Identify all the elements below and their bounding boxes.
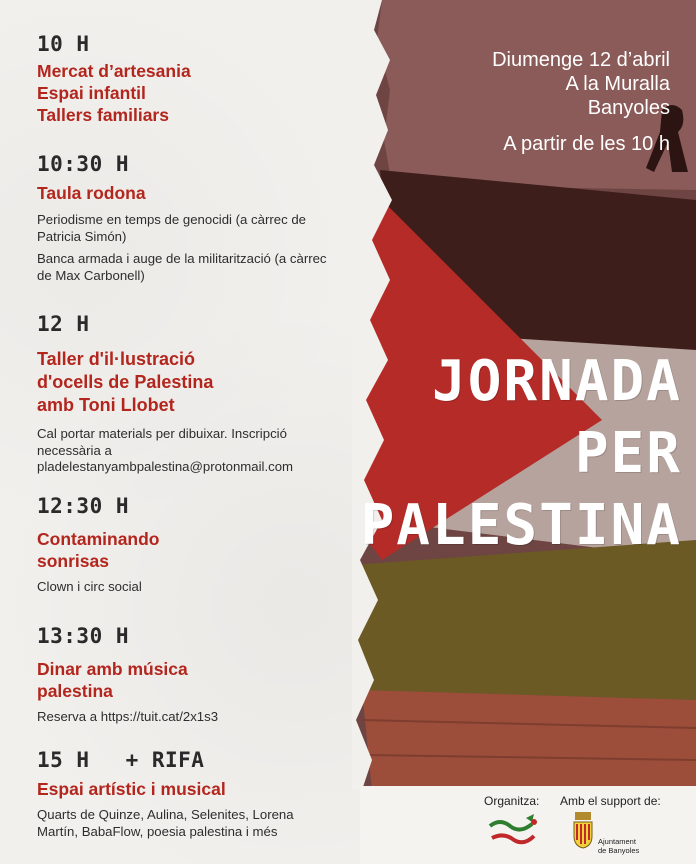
slot-desc: Cal portar materials per dibuixar. Inscripció necessària a pladelestanyambpalestina@protonmail.com [37, 426, 294, 474]
schedule-slot [37, 152, 337, 284]
crest-icon [572, 810, 594, 850]
organizer-logo-icon [486, 812, 542, 856]
slot-desc: Clown i circ social [37, 579, 142, 594]
event-info [492, 48, 670, 156]
support-label: Amb el support de: [560, 794, 661, 808]
event-town: Banyoles [587, 97, 670, 119]
ajuntament-name [598, 837, 639, 855]
slot-time: 10:30 H [37, 152, 130, 176]
schedule-slot [37, 748, 337, 840]
slot-time: 12 H [37, 312, 90, 336]
organizer-label: Organitza: [484, 794, 540, 808]
organizer-logo [486, 812, 542, 856]
title-line-3: PALESTINA [360, 493, 682, 558]
slot-time: 15 H [37, 748, 90, 772]
schedule-slot [37, 624, 337, 726]
ajuntament-line-2: de Banyoles [598, 846, 640, 855]
schedule-slot [37, 32, 337, 126]
ajuntament-crest [572, 810, 594, 850]
slot-title: Espai infantil [37, 83, 146, 103]
slot-time: 12:30 H [37, 494, 130, 518]
slot-title: Mercat d’artesania [37, 61, 191, 81]
slot-title: Dinar amb música [37, 659, 188, 679]
slot-title: amb Toni Llobet [37, 395, 175, 415]
slot-title: Taller d'il·lustració [37, 349, 195, 369]
schedule-slot [37, 312, 347, 476]
title-line-1: JORNADA [431, 349, 682, 414]
slot-desc: Banca armada i auge de la militarització (a càrrec de Max Carbonell) [37, 251, 327, 283]
slot-time: 13:30 H [37, 624, 130, 648]
raffle-label: + RIFA [125, 748, 205, 772]
slot-title: Espai artístic i musical [37, 779, 226, 799]
slot-title: d'ocells de Palestina [37, 372, 214, 392]
slot-desc: Periodisme en temps de genocidi (a càrrec de Patricia Simón) [37, 212, 307, 244]
slot-desc: Quarts de Quinze, Aulina, Selenites, Lorena Martín, BabaFlow, poesia palestina i més [37, 807, 294, 839]
schedule-slot [37, 494, 337, 596]
slot-desc: Reserva a https://tuit.cat/2x1s3 [37, 709, 219, 724]
event-place: A la Muralla [565, 73, 670, 95]
main-title [361, 346, 682, 562]
slot-title: palestina [37, 681, 113, 701]
slot-title: Taula rodona [37, 183, 146, 203]
ajuntament-line-1: Ajuntament [598, 837, 636, 846]
event-start: A partir de les 10 h [503, 133, 670, 155]
slot-title: Tallers familiars [37, 105, 169, 125]
slot-title: sonrisas [37, 551, 109, 571]
title-line-2: PER [574, 421, 682, 486]
slot-time: 10 H [37, 32, 90, 56]
slot-title: Contaminando [37, 529, 160, 549]
event-date: Diumenge 12 d’abril [492, 49, 670, 71]
